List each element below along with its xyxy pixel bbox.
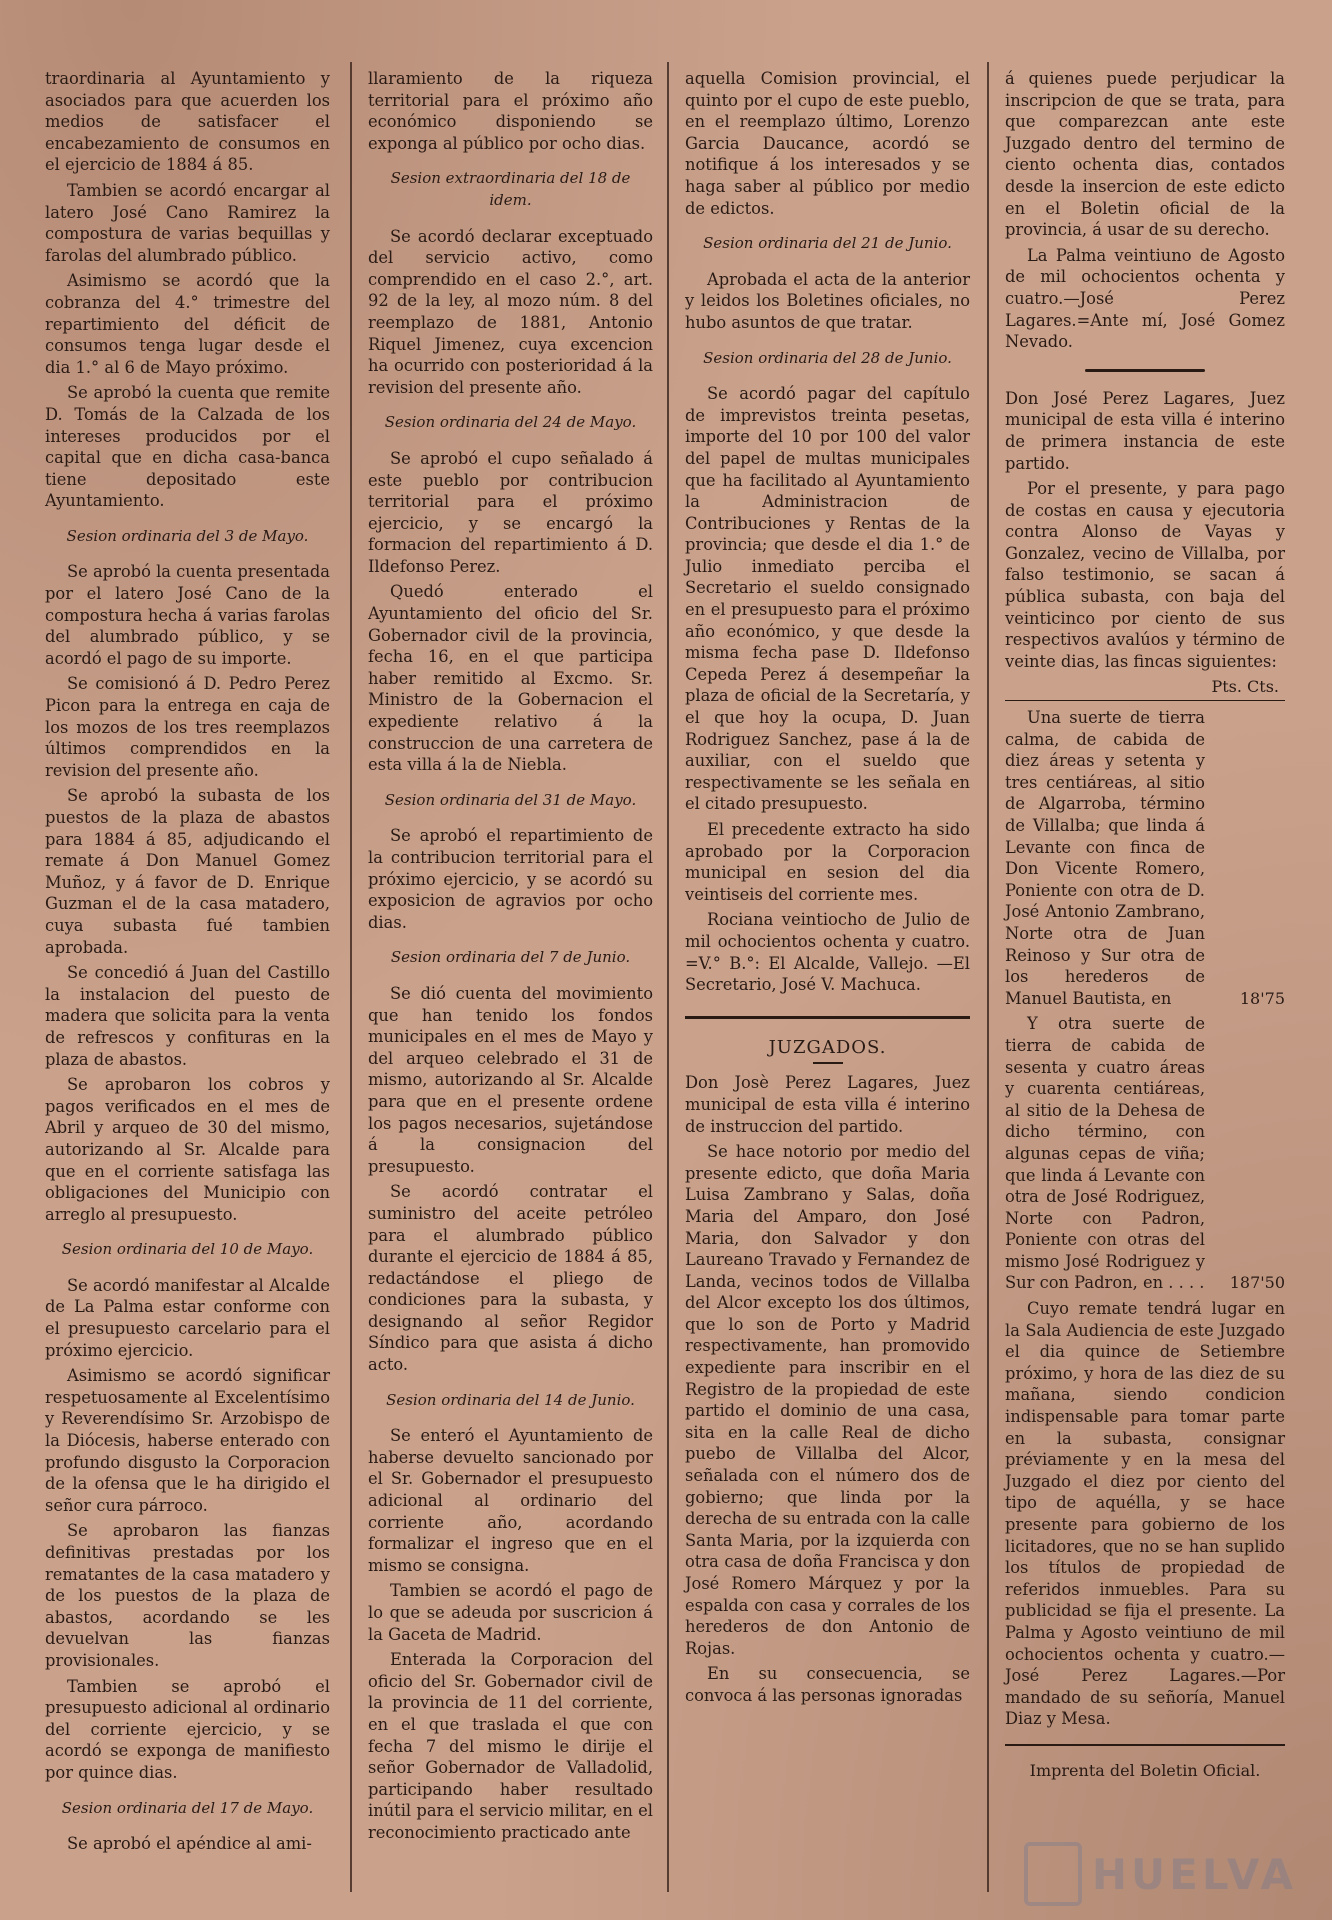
session-heading: Sesion ordinaria del 21 de Junio.	[703, 234, 952, 253]
edict-heading: Don Josè Perez Lagares, Juez municipal de esta villa é interino de instruccion del partido.	[685, 1073, 970, 1136]
printer-footer: Imprenta del Boletin Oficial.	[1029, 1760, 1261, 1780]
section-title: JUZGADOS.	[768, 1036, 887, 1058]
auction-lot	[1005, 1013, 1285, 1294]
paragraph: El precedente extracto ha sido aprobado por la Corporacion municipal en sesion del dia veintiseis del corriente mes.	[685, 820, 970, 904]
paragraph: Quedó enterado el Ayuntamiento del oficio del Sr. Gobernador civil de la provincia, fecha 16, en el que participa haber remitido al Excmo. Sr. Ministro de la Gobernacion el expediente relativo á la construccion de una carretera de esta villa á la de Niebla.	[368, 582, 653, 775]
column-divider	[350, 62, 352, 1892]
paragraph: traordinaria al Ayuntamiento y asociados para que acuerden los medios de satisfacer el encabezamiento de consumos en el ejercicio de 1884 á 85.	[45, 69, 330, 175]
session-heading: Sesion ordinaria del 7 de Junio.	[390, 948, 631, 967]
paragraph: Por el presente, y para pago de costas en causa y ejecutoria contra Alonso de Vayas y Gonzalez, vecino de Villalba, por falso testimonio, se sacan á pública subasta, con baja del veinticinco por ciento de sus respectivos avalúos y término de veinte dias, las fincas siguientes:	[1005, 479, 1285, 671]
session-heading: Sesion ordinaria del 17 de Mayo.	[61, 1798, 314, 1817]
paragraph: Se aprobó el apéndice al ami-	[67, 1834, 312, 1854]
lot-amount: 18'75	[1239, 988, 1285, 1008]
paragraph: Se aprobó la cuenta presentada por el latero José Cano de la compostura hecha á varias farolas del alumbrado público, y se acordó el pago de su importe.	[45, 562, 331, 668]
column-1	[45, 68, 330, 1859]
paragraph: En su consecuencia, se convoca á las personas ignoradas	[685, 1664, 970, 1705]
column-2	[368, 68, 653, 1848]
paragraph: Se acordó pagar del capítulo de imprevistos treinta pesetas, importe del 10 por 100 del valor del papel de multas municipales que ha facilitado al Ayuntamiento la Administracion de Contribuciones y Rentas de la provincia; que desde el dia 1.° de Julio inmediato perciba el Secretario el sueldo consignado en el presupuesto para el próximo año económico, y que desde la misma fecha pase D. Ildefonso Cepeda Perez á desempeñar la plaza de oficial de la Secretaría, y el que hoy la ocupa, D. Juan Rodriguez Sanchez, pase á la de auxiliar, con el sueldo que respectivamente se les señala en el citado presupuesto.	[685, 384, 970, 814]
paragraph: Se aprobó el cupo señalado á este pueblo por contribucion territorial para el próximo ejercicio, y se encargó la formacion del repartimiento á D. Ildefonso Perez.	[368, 448, 653, 576]
column-divider	[667, 62, 669, 1892]
paragraph: Se aprobaron las fianzas definitivas prestadas por los rematantes de la casa matadero y de los puestos de la plaza de abastos, acordando se les devuelvan las fianzas provisionales.	[45, 1521, 330, 1670]
paragraph: Se aprobó el repartimiento de la contribucion territorial para el próximo ejercicio, y se acordó su exposicion de agravios por ocho dias.	[368, 826, 653, 932]
paragraph: á quienes puede perjudicar la inscripcion de que se trata, para que comparezcan ante este Juzgado dentro del termino de ciento ochenta dias, contados desde la insercion de este edicto en el Boletin oficial de la provincia, á usar de su derecho.	[1005, 69, 1285, 240]
paragraph: Enterada la Corporacion del oficio del Sr. Gobernador civil de la provincia de 11 del corriente, en el que traslada el que con fecha 7 del mismo le dirije el señor Gobernador de Valladolid, participando haber resultado inútil para el servicio militar, en el reconocimiento practicado ante	[368, 1650, 653, 1842]
lot-description: Y otra suerte de tierra de cabida de sesenta y cuatro áreas y cuarenta centiáreas, al sitio de la Dehesa de dicho término, con algunas cepas de viña; que linda á Levante con otra de José Rodriguez, Norte con Padron, Poniente con otras del mismo José Rodriguez y Sur con Padron, en . . . .	[1005, 1014, 1205, 1293]
paragraph: Se aprobaron los cobros y pagos verificados en el mes de Abril y arqueo de 30 del mismo, autorizando al Sr. Alcalde para que en el corriente satisfaga las obligaciones del Municipio con arreglo al presupuesto.	[45, 1075, 330, 1224]
paragraph: Se enteró el Ayuntamiento de haberse devuelto sancionado por el Sr. Gobernador el presupuesto adicional al ordinario del corriente año, acordando formalizar el ingreso que en el mismo se consigna.	[368, 1426, 653, 1575]
paragraph: Aprobada el acta de la anterior y leidos los Boletines oficiales, no hubo asuntos de que tratar.	[685, 269, 970, 332]
archive-watermark	[1017, 1838, 1297, 1910]
paragraph: llaramiento de la riqueza territorial para el próximo año económico disponiendo se exponga al público por ocho dias.	[368, 69, 653, 153]
session-heading: Sesion ordinaria del 31 de Mayo.	[384, 790, 637, 809]
watermark-text: HUELVA	[1091, 1849, 1297, 1899]
paragraph: Se acordó manifestar al Alcalde de La Palma estar conforme con el presupuesto carcelario para el próximo ejercicio.	[45, 1275, 330, 1360]
column-divider	[987, 62, 989, 1892]
section-divider	[1005, 1744, 1285, 1746]
session-heading: Sesion ordinaria del 24 de Mayo.	[384, 413, 637, 432]
paragraph: Se aprobó la cuenta que remite D. Tomás de la Calzada de los intereses producidos por el capital que en dicha casa-banca tiene depositado este Ayuntamiento.	[45, 383, 330, 511]
paragraph: Se aprobó la subasta de los puestos de la plaza de abastos para 1884 á 85, adjudicando el remate á Don Manuel Gomez Muñoz, y á favor de D. Enrique Guzman el de la casa matadero, cuya subasta fué tambien aprobada.	[45, 786, 330, 957]
paragraph: Se concedió á Juan del Castillo la instalacion del puesto de madera que solicita para la venta de refrescos y confituras en la plaza de abastos.	[45, 963, 330, 1069]
paragraph: Tambien se aprobó el presupuesto adicional al ordinario del corriente ejercicio, y se acordó se exponga de manifiesto por quince dias.	[45, 1676, 330, 1782]
lot-description: Una suerte de tierra calma, de cabida de diez áreas y setenta y tres centiáreas, al sitio de Algarroba, término de Villalba; que linda á Levante con finca de Don Vicente Romero, Poniente con otra de D. José Antonio Zambrano, Norte otra de Juan Reinoso y Sur otra de los herederos de Manuel Bautista, en	[1005, 708, 1205, 1008]
edict-heading: Don José Perez Lagares, Juez municipal de esta villa é interino de primera instancia de este partido.	[1005, 388, 1285, 473]
paragraph: Cuyo remate tendrá lugar en la Sala Audiencia de este Juzgado el dia quince de Setiembre próximo, y hora de las diez de su mañana, siendo condicion indispensable para tomar parte en la subasta, consignar préviamente y en la mesa del Juzgado el diez por ciento del tipo de aquélla, y se hace presente para gobierno de los licitadores, que no se han suplido los títulos de propiedad de referidos inmuebles. Para su publicidad se fija el presente. La Palma y Agosto veintiuno de mil ochocientos ochenta y cuatro.—José Perez Lagares.—Por mandado de su señoría, Manuel Diaz y Mesa.	[1005, 1299, 1285, 1729]
title-underline	[813, 1062, 843, 1064]
session-heading: Sesion ordinaria del 28 de Junio.	[703, 348, 952, 367]
paragraph: Rociana veintiocho de Julio de mil ochocientos ochenta y cuatro. =V.° B.°: El Alcalde, Vallejo. —El Secretario, José V. Machuca.	[685, 910, 970, 995]
section-divider	[1085, 369, 1205, 372]
column-4	[1005, 68, 1285, 1782]
paragraph: Se hace notorio por medio del presente edicto, que doña Maria Luisa Zambrano y Salas, doña Maria del Amparo, don José Maria, don Salvador y don Laureano Travado y Fernandez de Landa, vecinos todos de Villalba del Alcor excepto los dos últimos, que lo son de Porto y Madrid respectivamente, han promovido expediente para inscribir en el Registro de la propiedad de este partido el dominio de una casa, sita en la calle Real de dicho puebo de Villalba del Alcor, señalada con el número dos de gobierno; que linda por la derecha de su entrada con la calle Santa Maria, por la izquierda con otra casa de doña Francisca y don José Romero Márquez y por la espalda con casa y corrales de los herederos de don Antonio de Rojas.	[685, 1142, 970, 1658]
paragraph: aquella Comision provincial, el quinto por el cupo de este pueblo, en el reemplazo último, Lorenzo Garcia Daucance, acordó se notifique á los interesados y se haga saber al público por medio de edictos.	[685, 69, 970, 218]
auction-lot	[1005, 707, 1285, 1009]
paragraph: Se acordó declarar exceptuado del servicio activo, como comprendido en el caso 2.°, art. 92 de la ley, al mozo núm. 8 del reemplazo de 1881, Antonio Riquel Jimenez, cuya excencion ha ocurrido con posterioridad á la revision del presente año.	[368, 226, 653, 397]
archive-logo-icon	[1024, 1842, 1082, 1906]
paragraph: Asimismo se acordó significar respetuosamente al Excelentísimo y Reverendísimo Sr. Arzobispo de la Diócesis, haberse enterado con profundo disgusto la Corporacion de la ofensa que le ha dirigido el señor cura párroco.	[45, 1366, 330, 1515]
amount-column-header: Pts. Cts.	[1005, 676, 1285, 701]
paragraph: Se acordó contratar el suministro del aceite petróleo para el alumbrado público durante el ejercicio de 1884 á 85, redactándose el pliego de condiciones para la subasta, y designando al señor Regidor Síndico para que asista á dicho acto.	[368, 1182, 653, 1375]
session-heading: Sesion ordinaria del 10 de Mayo.	[61, 1240, 314, 1259]
session-heading: Sesion ordinaria del 14 de Junio.	[386, 1390, 635, 1409]
paragraph: Tambien se acordó el pago de lo que se adeuda por suscricion á la Gaceta de Madrid.	[368, 1581, 653, 1644]
paragraph: Se dió cuenta del movimiento que han tenido los fondos municipales en el mes de Mayo y del arqueo celebrado el 31 de mismo, autorizando al Sr. Alcalde para que en el presente ordene los pagos necesarios, sujetándose á la consignacion del presupuesto.	[368, 983, 653, 1176]
section-divider	[685, 1016, 970, 1019]
paragraph: Tambien se acordó encargar al latero José Cano Ramirez la compostura de varias bequillas y farolas del alumbrado público.	[45, 180, 330, 265]
column-3	[685, 68, 970, 1711]
paragraph: Asimismo se acordó que la cobranza del 4.° trimestre del repartimiento del déficit de consumos tenga lugar desde el dia 1.° al 6 de Mayo próximo.	[45, 271, 330, 377]
paragraph: La Palma veintiuno de Agosto de mil ochocientos ochenta y cuatro.—José Perez Lagares.=Ante mí, José Gomez Nevado.	[1005, 245, 1285, 352]
session-heading: Sesion ordinaria del 3 de Mayo.	[66, 526, 309, 545]
paragraph: Se comisionó á D. Pedro Perez Picon para la entrega en caja de los mozos de los tres reemplazos últimos comprendidos en la revision del presente año.	[45, 674, 330, 780]
lot-amount: 187'50	[1229, 1273, 1285, 1293]
session-heading: Sesion extraordinaria del 18 de idem.	[390, 169, 631, 209]
